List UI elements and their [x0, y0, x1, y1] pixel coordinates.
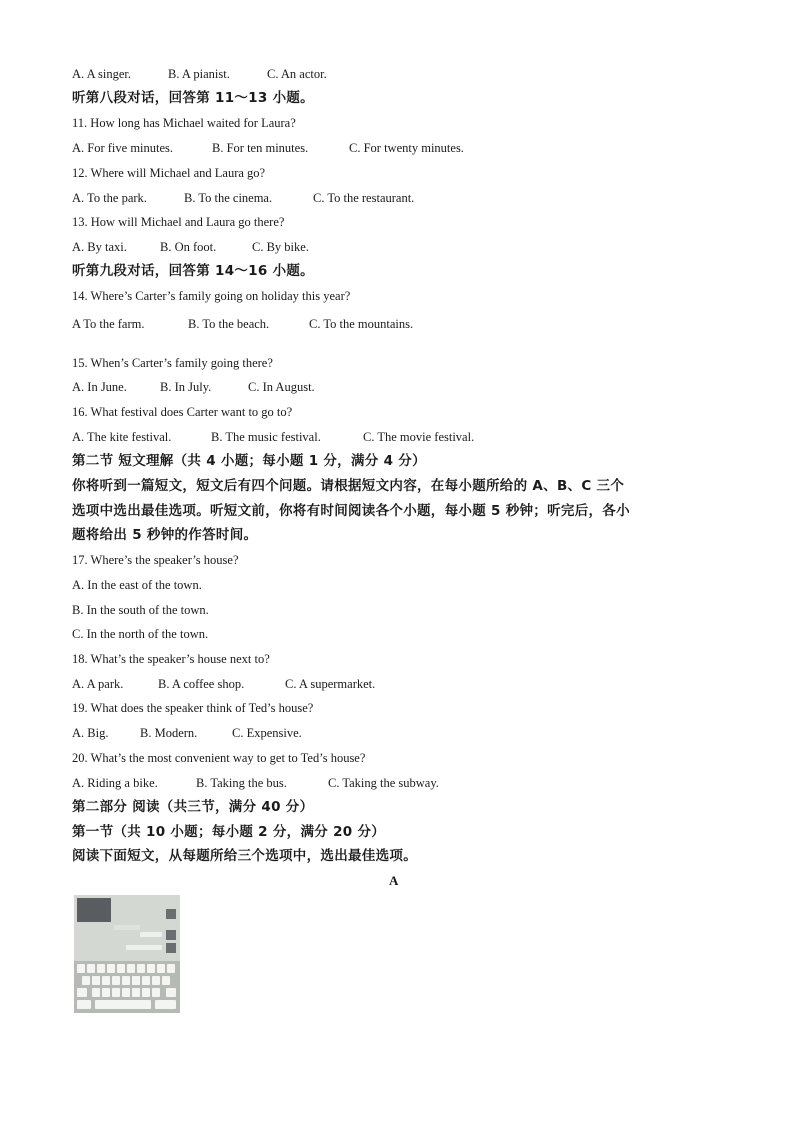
option-b: B. For ten minutes.: [212, 141, 309, 155]
question-17: 17. Where’s the speaker’s house?: [72, 553, 239, 567]
part2-heading: 第二节 短文理解（共 4 小题；每小题 1 分，满分 4 分）: [72, 453, 426, 469]
question-19: 19. What does the speaker think of Ted’s house?: [72, 701, 314, 715]
option-a: A. For five minutes.: [72, 141, 174, 155]
q17-option-a: A. In the east of the town.: [72, 578, 202, 592]
question-15: 15. When’s Carter’s family going there?: [72, 356, 273, 370]
option-a: A. A park.: [72, 677, 124, 691]
chat-bubble: [140, 932, 162, 937]
q10-options: [72, 66, 327, 82]
option-a: A. Big.: [72, 726, 109, 740]
q20-options: [72, 775, 439, 791]
q17-option-c: C. In the north of the town.: [72, 627, 209, 641]
option-c: C. Taking the subway.: [328, 776, 439, 790]
question-14: 14. Where’s Carter’s family going on holiday this year?: [72, 289, 351, 303]
option-c: C. In August.: [248, 380, 315, 394]
option-c: C. A supermarket.: [285, 677, 376, 691]
option-c: C. To the restaurant.: [313, 191, 415, 205]
option-c: C. For twenty minutes.: [349, 141, 464, 155]
q17-option-b: B. In the south of the town.: [72, 603, 209, 617]
contact-avatar-icon: [166, 930, 176, 940]
question-16: 16. What festival does Carter want to go to?: [72, 405, 293, 419]
question-12: 12. Where will Michael and Laura go?: [72, 166, 266, 180]
option-b: B. Modern.: [140, 726, 198, 740]
question-13: 13. How will Michael and Laura go there?: [72, 215, 285, 229]
option-a: A. By taxi.: [72, 240, 127, 254]
q14-options: [72, 316, 413, 332]
option-b: B. A pianist.: [168, 67, 230, 81]
option-c: C. The movie festival.: [363, 430, 475, 444]
reading-instruction: 阅读下面短文，从每题所给三个选项中，选出最佳选项。: [72, 848, 417, 864]
option-c: C. To the mountains.: [309, 317, 414, 331]
option-a: A To the farm.: [72, 317, 145, 331]
keyboard: [74, 961, 180, 1013]
reading-section1-heading: 第一节（共 10 小题；每小题 2 分，满分 20 分）: [72, 824, 386, 840]
section9-heading: 听第九段对话，回答第 14～16 小题。: [72, 263, 314, 279]
passage-a-label: A: [389, 873, 399, 888]
option-b: B. In July.: [160, 380, 212, 394]
part2-instruction-line2: 选项中选出最佳选项。听短文前，你将有时间阅读各个小题，每小题 5 秒钟；听完后，各小: [72, 503, 630, 519]
chat-area: [74, 895, 180, 961]
option-a: A. To the park.: [72, 191, 147, 205]
option-c: C. Expensive.: [232, 726, 302, 740]
question-20: 20. What’s the most convenient way to get to Ted’s house?: [72, 751, 366, 765]
option-b: B. To the beach.: [188, 317, 270, 331]
reading-part-heading: 第二部分 阅读（共三节，满分 40 分）: [72, 799, 314, 815]
q12-options: [72, 190, 414, 206]
option-b: B. The music festival.: [211, 430, 321, 444]
option-b: B. On foot.: [160, 240, 217, 254]
question-18: 18. What’s the speaker’s house next to?: [72, 652, 270, 666]
section8-heading: 听第八段对话，回答第 11～13 小题。: [72, 90, 314, 106]
q16-options: [72, 429, 474, 445]
q19-options: [72, 725, 302, 741]
q13-options: [72, 239, 309, 255]
option-c: C. An actor.: [267, 67, 327, 81]
part2-instruction-line3: 题将给出 5 秒钟的作答时间。: [72, 527, 258, 543]
chat-photo: [77, 898, 111, 922]
option-b: B. To the cinema.: [184, 191, 273, 205]
q11-options: [72, 140, 464, 156]
q15-options: [72, 379, 315, 395]
q18-options: [72, 676, 375, 692]
contact-avatar-icon: [166, 943, 176, 953]
part2-instruction-line1: 你将听到一篇短文，短文后有四个问题。请根据短文内容，在每小题所给的 A、B、C 三个: [72, 478, 625, 494]
phone-chat-screenshot-image: [74, 895, 180, 1013]
contact-avatar-icon: [166, 909, 176, 919]
option-c: C. By bike.: [252, 240, 309, 254]
option-a: A. The kite festival.: [72, 430, 172, 444]
chat-bubble: [126, 945, 162, 950]
option-a: A. A singer.: [72, 67, 132, 81]
question-11: 11. How long has Michael waited for Laura?: [72, 116, 296, 130]
option-b: B. Taking the bus.: [196, 776, 287, 790]
option-a: A. In June.: [72, 380, 127, 394]
option-a: A. Riding a bike.: [72, 776, 158, 790]
option-b: B. A coffee shop.: [158, 677, 245, 691]
